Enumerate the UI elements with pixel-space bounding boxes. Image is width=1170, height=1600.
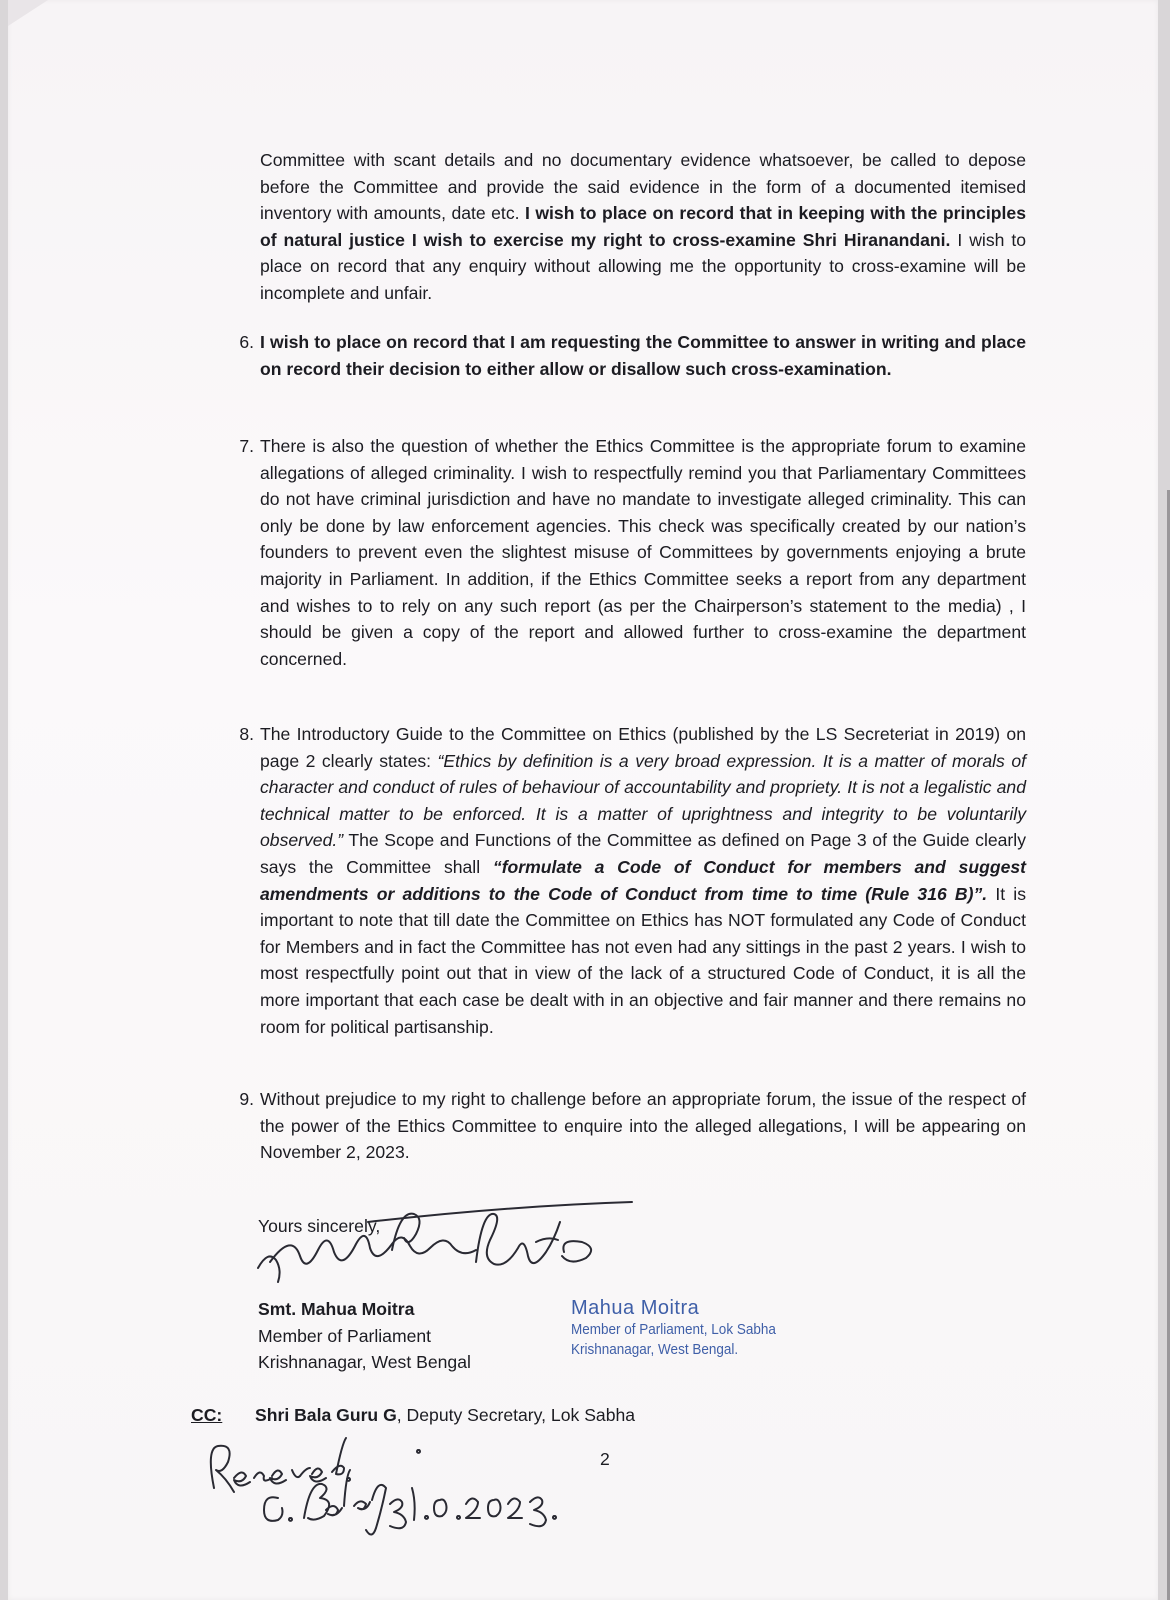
signature-ink <box>258 1236 476 1282</box>
paragraph-bold-text: I wish to place on record that in keeping with the principles of natural justice I wish to exercise my right to cross-examine Shri Hiranandani. <box>260 203 1026 250</box>
signature-ink <box>368 1202 632 1222</box>
paragraph-text: I wish to place on record that any enquiry without allowing me the opportunity to cross-examine will be incomplete and unfair. <box>260 229 1027 303</box>
document-page <box>8 0 1158 1600</box>
quote-italic: “Ethics by definition is a very broad expression. It is a matter of morals of character and conduct of rules of behaviour of accountability and propriety. It is not a legalistic and technical matter to be enforced. It is a matter of uprightness and integrity to be voluntarily observed.” <box>260 750 1026 851</box>
list-item-bold-text: I wish to place on record that I am requesting the Committee to answer in writing and place on record their decision to either allow or disallow such cross-examination. <box>260 332 1026 379</box>
list-item-text: It is important to note that till date the Committee on Ethics has NOT formulated any Code of Conduct for Members and in fact the Committee has not even had any sittings in the past 2 years. I wish to most respectfully point out that in view of the lack of a structured Code of Conduct, it is all the more important that each case be dealt with in an objective and fair manner and there remains no room for political partisanship. <box>260 883 1026 1037</box>
stamp-place: Krishnanagar, West Bengal. <box>571 1341 739 1358</box>
paragraph-text: Committee with scant details and no documentary evidence whatsoever, be called to depose before the Committee and provide the said evidence in the form of a documented itemised inventory with amounts, date etc. <box>260 150 1026 224</box>
quote-bold-italic: “formulate a Code of Conduct for members and suggest amendments or additions to the Code of Conduct from time to time (Rule 316 B)”. <box>260 856 1026 904</box>
stamp-role: Member of Parliament, Lok Sabha <box>571 1321 776 1338</box>
cc-details: , Deputy Secretary, Lok Sabha <box>396 1405 636 1425</box>
cc-label: CC: <box>191 1405 223 1425</box>
received-ink <box>417 1450 420 1453</box>
list-item-text: There is also the question of whether the Ethics Committee is the appropriate forum to examine allegations of alleged criminality. I wish to respectfully remind you that Parliamentary Committees do not have criminal jurisdiction and have no mandate to investigate alleged criminality. This can only be done by law enforcement agencies. This check was specifically created by our nation’s founders to prevent even the slightest misuse of Committees by governments enjoying a brute majority in Parliament. In addition, if the Ethics Committee seeks a report from any department and wishes to to rely on any such report (as per the Chairperson’s statement to the media) , I should be given a copy of the report and allowed further to cross-examine the department concerned. <box>260 436 1026 669</box>
stamp-name: Mahua Moitra <box>571 1297 700 1319</box>
list-item-number: 8. <box>239 724 254 744</box>
list-item-text: The Introductory Guide to the Committee on Ethics (published by the LS Secreteriat in 2019) on page 2 clearly states: <box>260 724 1026 771</box>
list-item-number: 9. <box>239 1089 254 1109</box>
cc-name: Shri Bala Guru G <box>255 1405 397 1425</box>
list-item-text: Without prejudice to my right to challenge before an appropriate forum, the issue of the respect of the power of the Ethics Committee to enquire into the alleged allegations, I will be appearing on November 2, 2023. <box>260 1089 1026 1163</box>
list-item-number: 7. <box>239 436 254 456</box>
received-ink <box>390 1488 556 1528</box>
signatory-constituency: Krishnanagar, West Bengal <box>258 1352 471 1373</box>
signatory-name: Smt. Mahua Moitra <box>258 1299 415 1319</box>
list-item-number: 6. <box>239 332 254 352</box>
closing-salutation: Yours sincerely, <box>258 1216 381 1236</box>
received-ink <box>211 1438 350 1492</box>
handwriting-layer <box>8 0 1158 1600</box>
signature-ink <box>476 1214 591 1265</box>
list-item-text: The Scope and Functions of the Committee as defined on Page 3 of the Guide clearly says the Committee shall <box>260 830 1026 877</box>
page-number: 2 <box>600 1449 610 1469</box>
signatory-role: Member of Parliament <box>258 1325 432 1346</box>
